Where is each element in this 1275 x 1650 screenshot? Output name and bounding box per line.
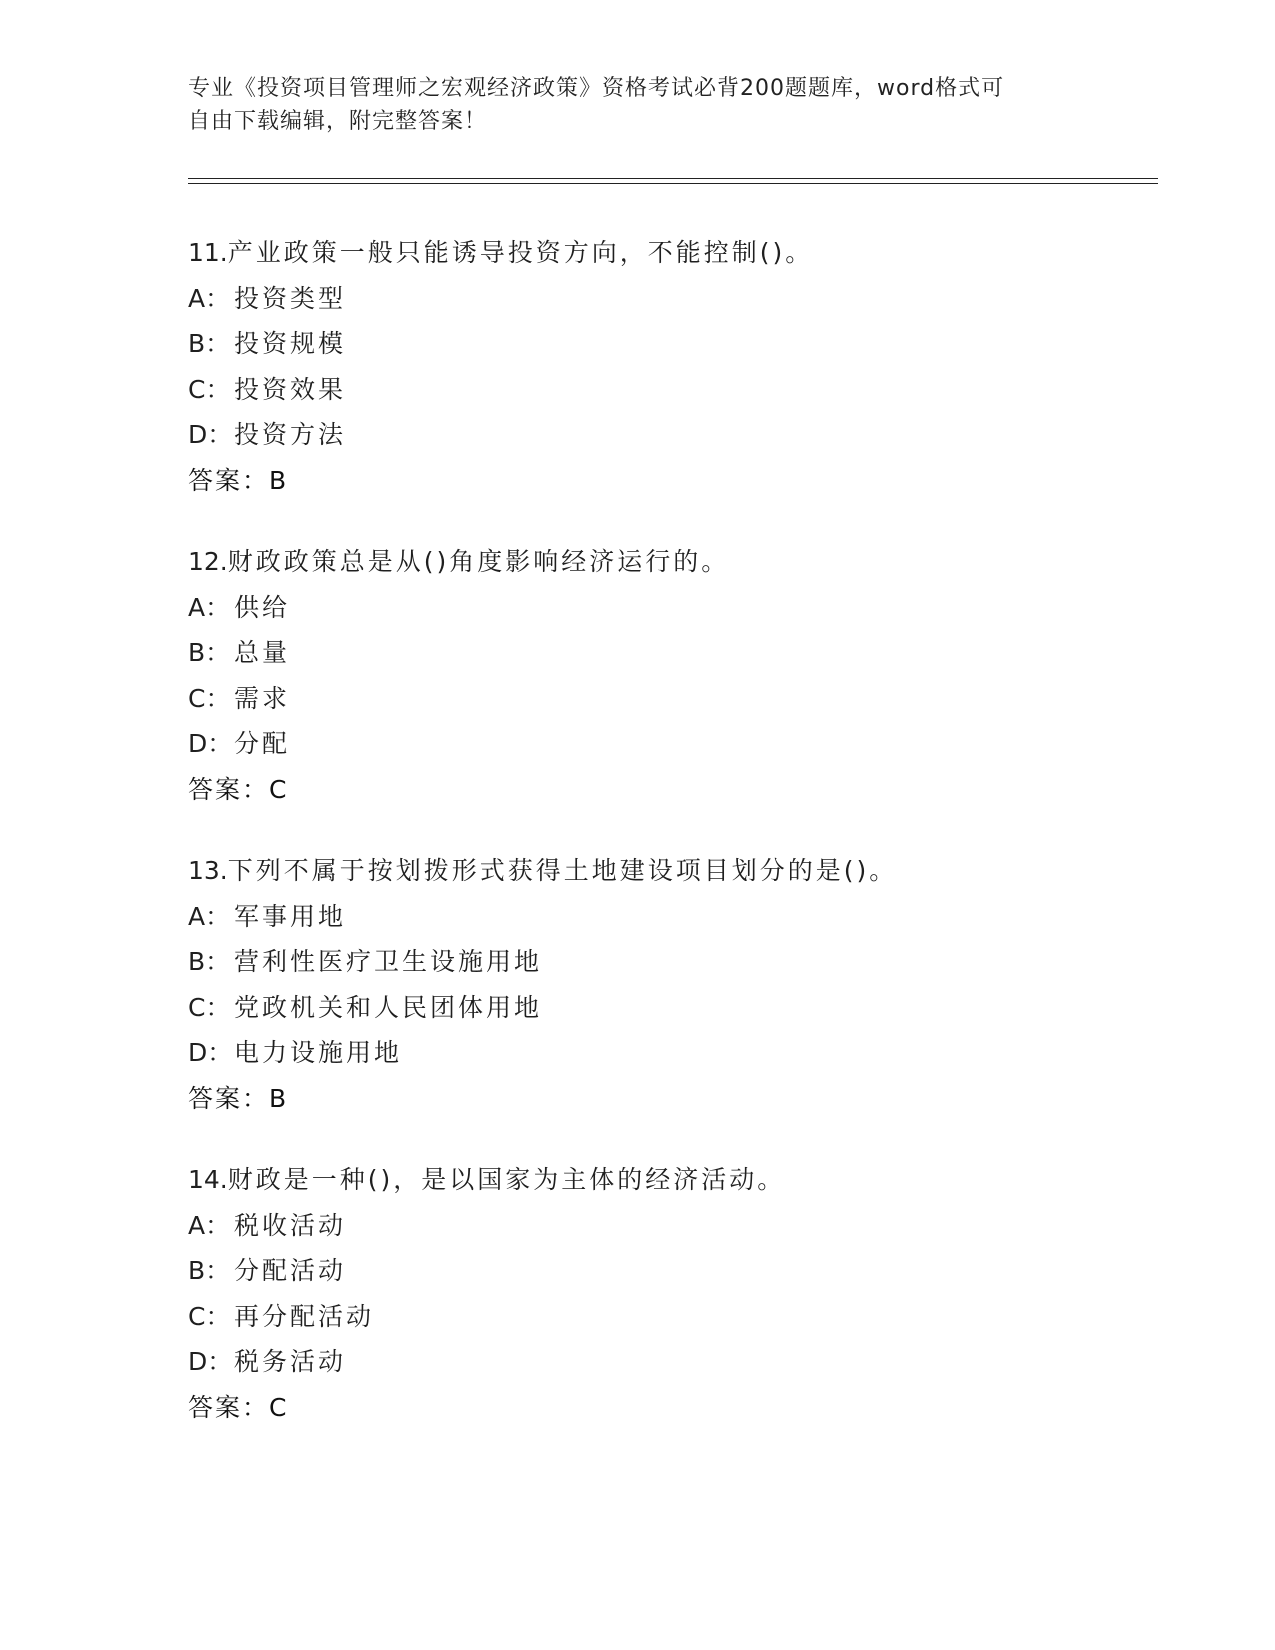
option-key: B： — [188, 947, 231, 976]
option-key: D： — [188, 420, 233, 449]
option-key: A： — [188, 901, 231, 931]
option-key: B： — [188, 329, 231, 358]
option-a — [188, 276, 1148, 322]
question-stem — [188, 230, 1148, 276]
option-c — [188, 1294, 1148, 1340]
option-key: C： — [188, 992, 231, 1022]
header-line-1: 专业《投资项目管理师之宏观经济政策》资格考试必背200题题库，word格式可 — [188, 76, 1005, 101]
question-number: 11. — [188, 238, 228, 267]
answer-value: C — [269, 1392, 287, 1422]
question-stem — [188, 848, 1148, 894]
option-key: C： — [188, 683, 231, 713]
document-header — [188, 72, 1068, 138]
option-text: 党政机关和人民团体用地 — [234, 992, 543, 1022]
option-text: 军事用地 — [234, 901, 347, 931]
option-a — [188, 1203, 1148, 1249]
option-b — [188, 321, 1148, 367]
answer-line — [188, 767, 1148, 813]
question-number: 12. — [188, 547, 228, 576]
answer-value: B — [269, 1083, 287, 1113]
option-c — [188, 367, 1148, 413]
option-d — [188, 412, 1148, 458]
header-line-2: 自由下载编辑，附完整答案！ — [188, 109, 488, 134]
answer-label: 答案： — [188, 465, 270, 495]
option-text: 再分配活动 — [234, 1301, 375, 1331]
option-d — [188, 1030, 1148, 1076]
option-key: B： — [188, 1256, 231, 1285]
option-key: C： — [188, 1301, 231, 1331]
option-key: A： — [188, 1210, 231, 1240]
question-14 — [188, 1157, 1148, 1430]
option-c — [188, 985, 1148, 1031]
header-double-rule — [188, 178, 1158, 184]
option-d — [188, 721, 1148, 767]
option-text: 税收活动 — [234, 1210, 347, 1240]
question-text: 产业政策一般只能诱导投资方向，不能控制()。 — [227, 238, 814, 267]
option-a — [188, 585, 1148, 631]
answer-label: 答案： — [188, 774, 270, 804]
option-d — [188, 1339, 1148, 1385]
option-text: 电力设施用地 — [234, 1038, 403, 1067]
question-text: 财政是一种()，是以国家为主体的经济活动。 — [227, 1165, 786, 1194]
option-text: 需求 — [234, 683, 291, 713]
option-key: D： — [188, 1347, 233, 1376]
question-number: 13. — [188, 856, 228, 885]
option-text: 总量 — [234, 638, 291, 667]
option-c — [188, 676, 1148, 722]
option-key: A： — [188, 592, 231, 622]
option-key: D： — [188, 1038, 233, 1067]
option-text: 分配活动 — [234, 1256, 347, 1285]
answer-label: 答案： — [188, 1083, 270, 1113]
option-b — [188, 939, 1148, 985]
option-key: D： — [188, 729, 233, 758]
option-b — [188, 1248, 1148, 1294]
question-stem — [188, 1157, 1148, 1203]
question-11 — [188, 230, 1148, 503]
option-text: 投资方法 — [234, 420, 347, 449]
option-a — [188, 894, 1148, 940]
option-text: 营利性医疗卫生设施用地 — [234, 947, 543, 976]
option-text: 供给 — [234, 592, 291, 622]
option-text: 投资类型 — [234, 283, 347, 313]
question-13 — [188, 848, 1148, 1121]
option-key: B： — [188, 638, 231, 667]
option-text: 投资效果 — [234, 374, 347, 404]
option-text: 税务活动 — [234, 1347, 347, 1376]
answer-line — [188, 1076, 1148, 1122]
question-text: 下列不属于按划拨形式获得土地建设项目划分的是()。 — [227, 856, 898, 885]
question-text: 财政政策总是从()角度影响经济运行的。 — [227, 547, 730, 576]
option-text: 分配 — [234, 729, 291, 758]
option-text: 投资规模 — [234, 329, 347, 358]
question-list — [188, 230, 1148, 1466]
answer-line — [188, 1385, 1148, 1431]
answer-value: B — [269, 465, 287, 495]
question-stem — [188, 539, 1148, 585]
option-key: C： — [188, 374, 231, 404]
answer-value: C — [269, 774, 287, 804]
answer-line — [188, 458, 1148, 504]
question-12 — [188, 539, 1148, 812]
option-b — [188, 630, 1148, 676]
question-number: 14. — [188, 1165, 228, 1194]
answer-label: 答案： — [188, 1392, 270, 1422]
option-key: A： — [188, 283, 231, 313]
